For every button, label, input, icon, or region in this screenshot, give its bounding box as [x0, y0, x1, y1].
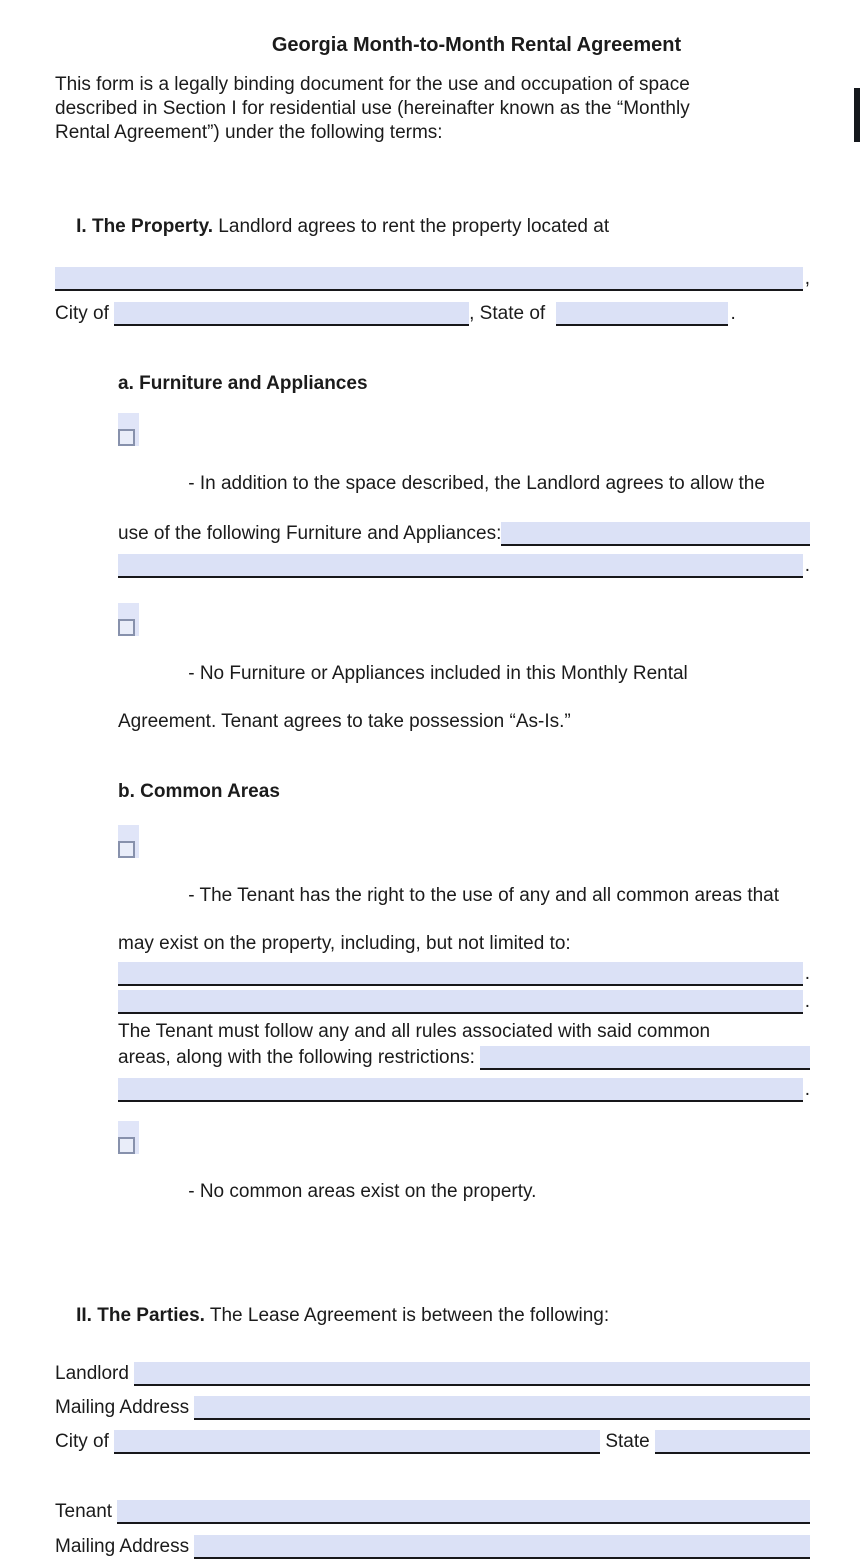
common-areas-list-row-2	[118, 988, 810, 1014]
property-state-field[interactable]	[556, 302, 728, 326]
furniture-included-line2: use of the following Furniture and Appliances:	[118, 520, 810, 546]
tenant-row	[55, 1498, 810, 1524]
restrictions-field-2[interactable]	[118, 1078, 803, 1102]
intro-line: This form is a legally binding document for the use and occupation of space	[55, 74, 690, 95]
no-furniture-line2: Agreement. Tenant agrees to take possession “As-Is.”	[118, 711, 571, 732]
tenant-label: Tenant	[55, 1501, 118, 1522]
no-common-areas-line1: - No common areas exist on the property.	[118, 1132, 810, 1228]
intro-line: described in Section I for residential use (hereinafter known as the “Monthly	[55, 98, 690, 119]
landlord-mailing-address-field[interactable]	[194, 1396, 810, 1420]
section-2-heading	[55, 1280, 810, 1352]
restrictions-field-1[interactable]	[480, 1046, 810, 1070]
checkbox-icon	[118, 429, 135, 446]
period: .	[804, 963, 810, 984]
no-furniture-item	[118, 614, 810, 734]
section-1-heading-rest: Landlord agrees to rent the property located at	[213, 216, 610, 237]
rules-line1: The Tenant must follow any and all rules associated with said common	[118, 1021, 711, 1042]
document-title: Georgia Month-to-Month Rental Agreement	[271, 34, 682, 56]
property-city-state-row	[55, 300, 810, 326]
landlord-city-state-row	[55, 1428, 810, 1454]
tenant-mailing-row	[55, 1533, 810, 1559]
no-furniture-checkbox[interactable]	[118, 603, 139, 636]
state-separator: , State of	[469, 303, 551, 324]
common-areas-field-2[interactable]	[118, 990, 803, 1014]
period: .	[804, 991, 810, 1012]
section-1-heading	[55, 191, 810, 263]
checkbox-icon	[118, 1137, 135, 1154]
property-city-field[interactable]	[114, 302, 469, 326]
city-label: City of	[55, 1431, 115, 1452]
common-areas-included-item	[118, 836, 810, 1014]
no-common-areas-checkbox[interactable]	[118, 1121, 139, 1154]
landlord-city-field[interactable]	[114, 1430, 600, 1454]
tenant-name-field[interactable]	[117, 1500, 810, 1524]
intro-line: Rental Agreement”) under the following terms:	[55, 122, 443, 143]
landlord-name-field[interactable]	[134, 1362, 810, 1386]
property-address-field[interactable]	[55, 267, 803, 291]
checkbox-icon	[118, 619, 135, 636]
common-areas-list-row-1	[118, 960, 810, 986]
mailing-address-label: Mailing Address	[55, 1397, 195, 1418]
common-areas-included-checkbox[interactable]	[118, 825, 139, 858]
furniture-list-field-2[interactable]	[118, 554, 803, 578]
period: .	[730, 303, 736, 324]
section-1-heading-bold: I. The Property.	[76, 216, 214, 237]
common-areas-line2: may exist on the property, including, but not limited to:	[118, 933, 571, 954]
section-a-heading: a. Furniture and Appliances	[118, 373, 368, 394]
furniture-list-field-1[interactable]	[501, 522, 810, 546]
intro-paragraph	[55, 73, 810, 145]
common-areas-field-1[interactable]	[118, 962, 803, 986]
no-common-areas-item	[118, 1132, 810, 1228]
no-furniture-line1: - No Furniture or Appliances included in this Monthly Rental	[118, 614, 810, 710]
state-label: State	[600, 1431, 655, 1452]
furniture-included-checkbox[interactable]	[118, 413, 139, 446]
rules-line2: areas, along with the following restrictions:	[118, 1044, 810, 1070]
restrictions-row	[118, 1076, 810, 1102]
furniture-included-item	[118, 424, 810, 578]
furniture-list-row	[118, 552, 810, 578]
tenant-mailing-address-field[interactable]	[194, 1535, 810, 1559]
landlord-label: Landlord	[55, 1363, 135, 1384]
section-b-heading: b. Common Areas	[118, 781, 280, 802]
landlord-row	[55, 1360, 810, 1386]
city-label: City of	[55, 303, 115, 324]
comma: ,	[804, 268, 810, 289]
period: .	[804, 1079, 810, 1100]
checkbox-icon	[118, 841, 135, 858]
section-2-heading-rest: The Lease Agreement is between the following:	[204, 1305, 610, 1326]
period: .	[804, 555, 810, 576]
property-address-row	[55, 265, 810, 291]
section-2-heading-bold: II. The Parties.	[76, 1305, 205, 1326]
landlord-state-field[interactable]	[655, 1430, 810, 1454]
common-area-rules-paragraph	[118, 1020, 810, 1102]
furniture-included-line1: - In addition to the space described, the Landlord agrees to allow the	[118, 424, 810, 520]
common-areas-line1: - The Tenant has the right to the use of any and all common areas that	[118, 836, 810, 932]
landlord-mailing-row	[55, 1394, 810, 1420]
scan-artifact	[854, 88, 860, 142]
mailing-address-label: Mailing Address	[55, 1536, 195, 1557]
